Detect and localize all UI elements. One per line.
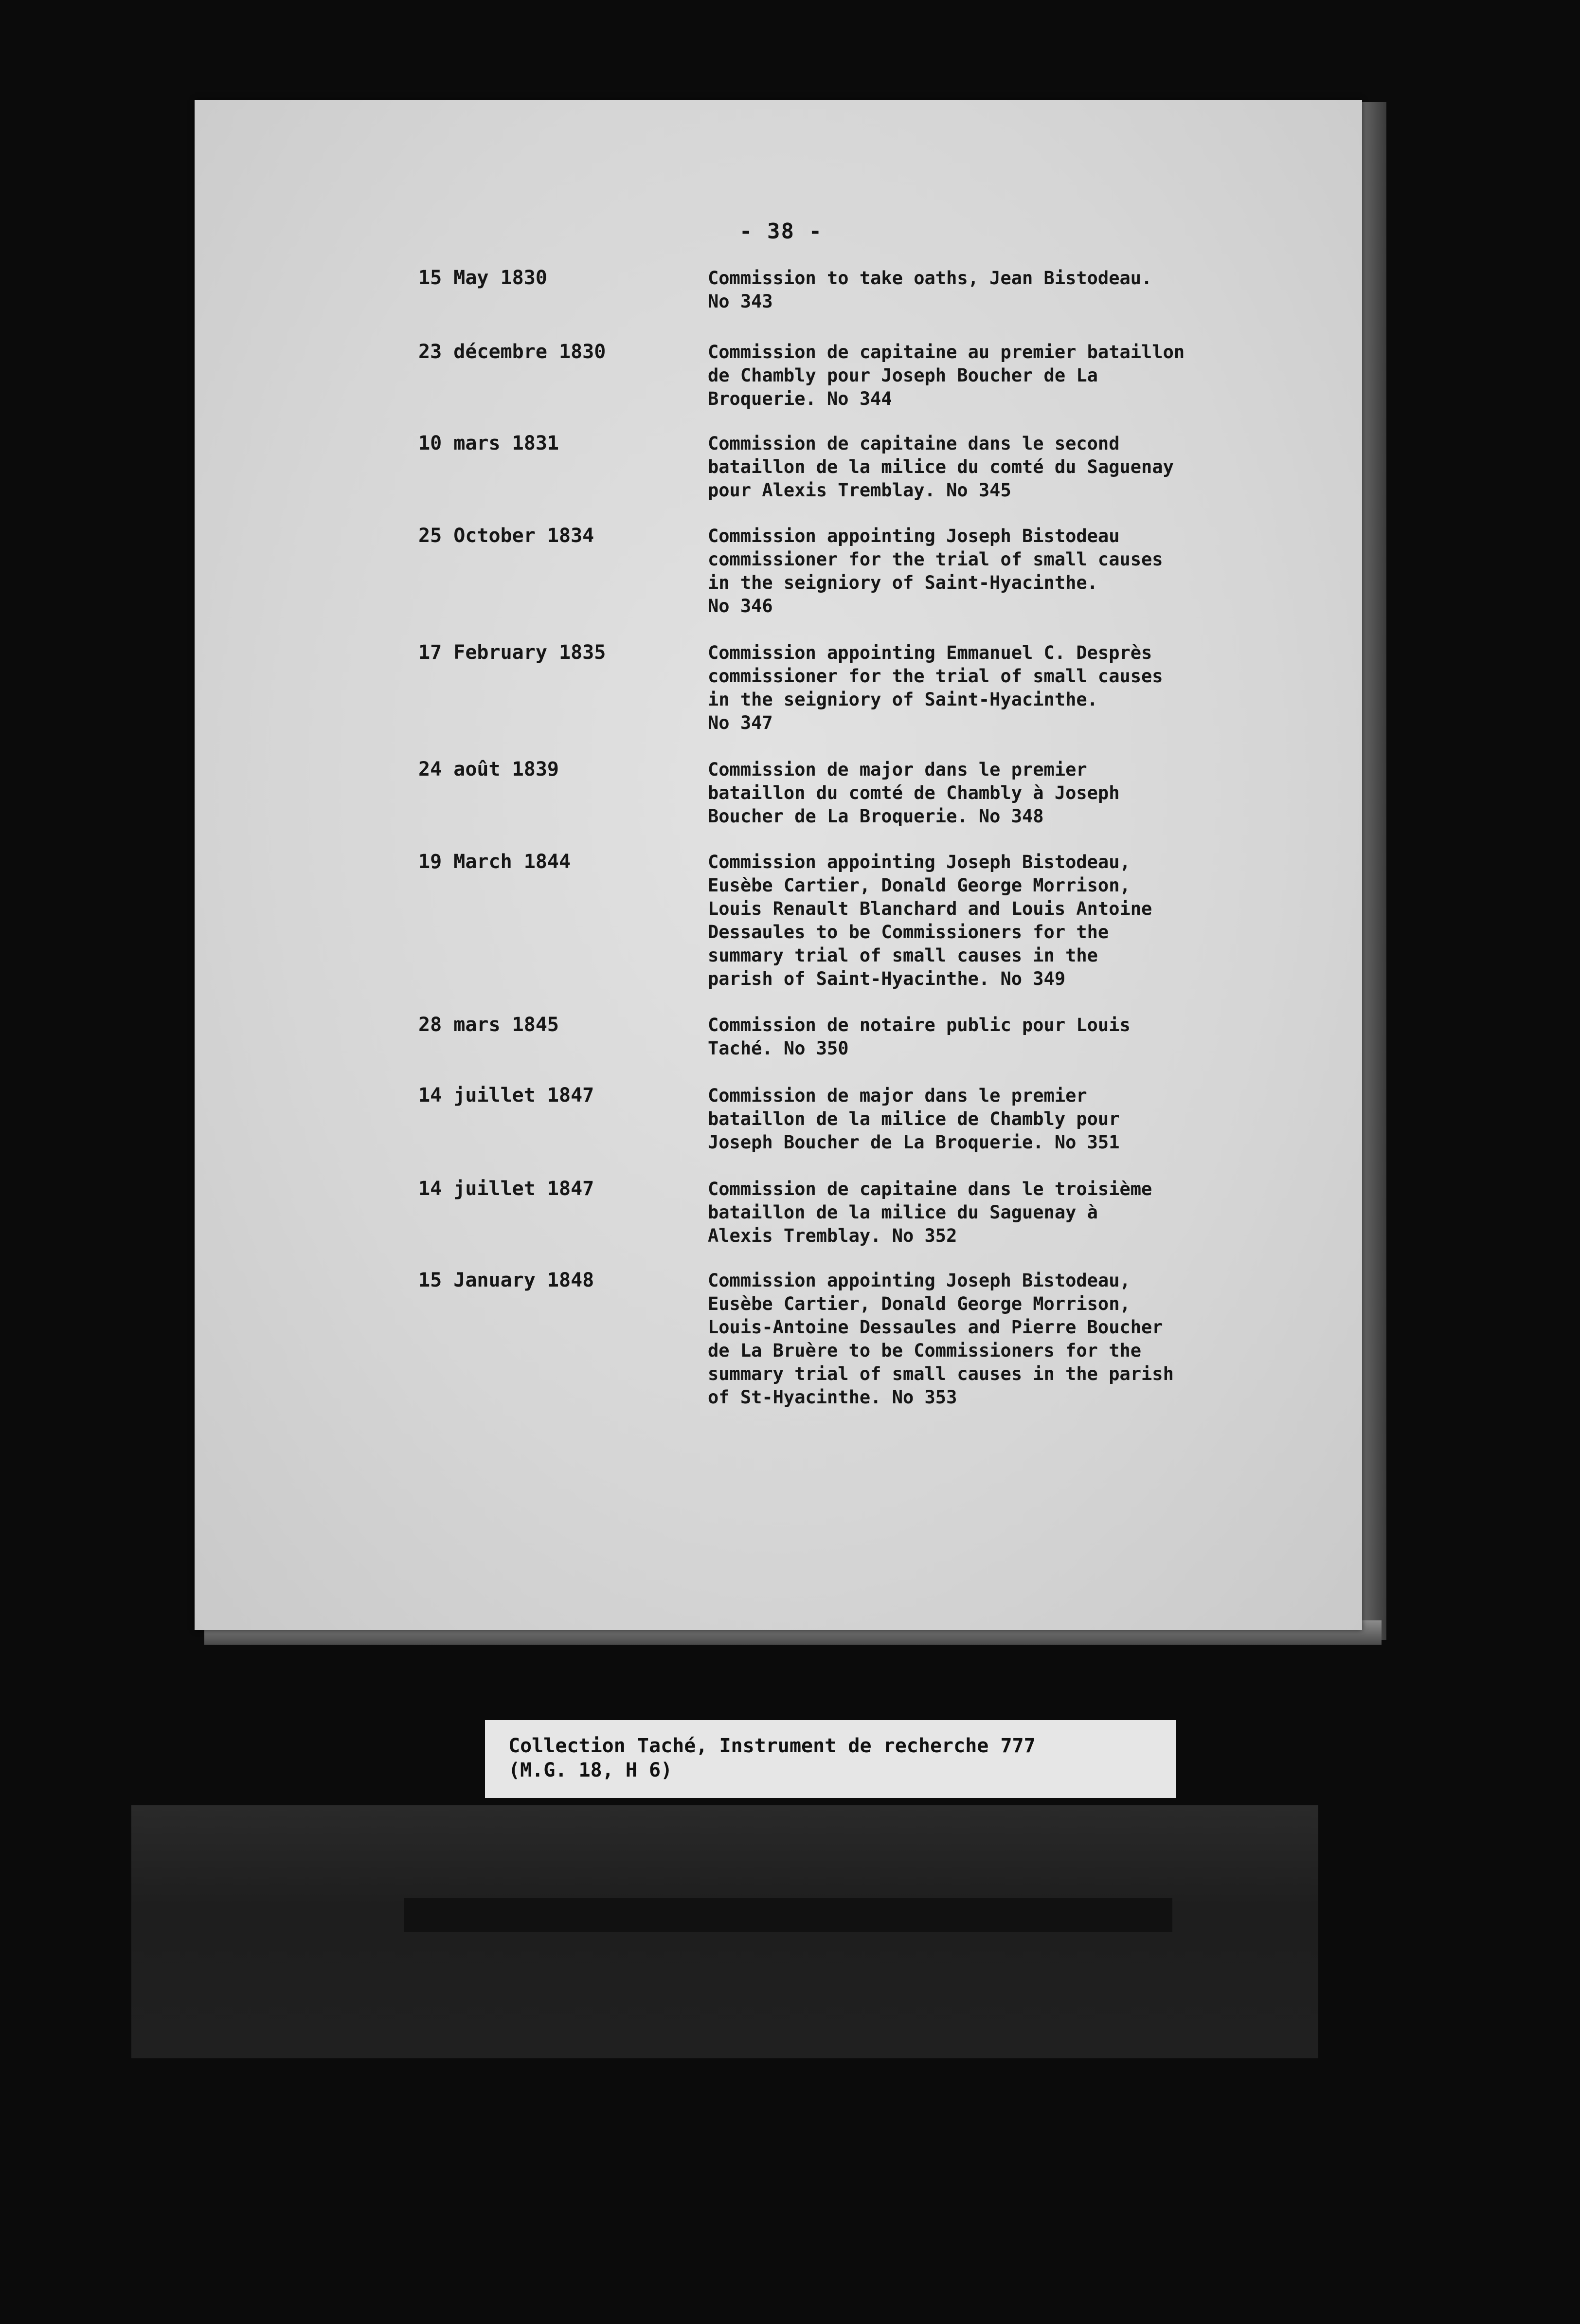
entry-date: 23 décembre 1830 xyxy=(418,341,606,363)
entry-date: 25 October 1834 xyxy=(418,525,594,547)
entry-date: 28 mars 1845 xyxy=(418,1014,559,1036)
entry-description: Commission de notaire public pour Louis Taché. No 350 xyxy=(708,1015,1131,1059)
collection-label-line2: (M.G. 18, H 6) xyxy=(508,1759,673,1781)
entry-description: Commission appointing Joseph Bistodeau, Eusèbe Cartier, Donald George Morrison, Louis Renault Blanchard and Louis Antoine Dessaules to be Commissioners for the summary trial of small causes in the parish of Saint-Hyacinthe. No 349 xyxy=(708,852,1152,989)
entry-description: Commission appointing Emmanuel C. Desprès commissioner for the trial of small causes in the seigniory of Saint-Hyacinthe. No 347 xyxy=(708,642,1163,733)
entry-date: 10 mars 1831 xyxy=(418,432,559,454)
entry-date: 15 May 1830 xyxy=(418,267,547,289)
lower-scan-area xyxy=(131,1805,1318,2058)
entry-date: 17 February 1835 xyxy=(418,641,606,664)
entry-description: Commission appointing Joseph Bistodeau, Eusèbe Cartier, Donald George Morrison, Louis-Antoine Dessaules and Pierre Boucher de La Bruère to be Commissioners for the summary trial of small causes in the parish of St-Hyacinthe. No 353 xyxy=(708,1270,1174,1408)
page-number: - 38 - xyxy=(739,219,823,244)
entry-date: 14 juillet 1847 xyxy=(418,1084,594,1107)
entry-description: Commission de capitaine dans le second bataillon de la milice du comté du Saguenay pour Alexis Tremblay. No 345 xyxy=(708,433,1174,501)
entry-date: 19 March 1844 xyxy=(418,851,571,873)
entry-description: Commission de major dans le premier bataillon du comté de Chambly à Joseph Boucher de La Broquerie. No 348 xyxy=(708,759,1120,827)
lower-scan-band xyxy=(404,1898,1172,1932)
entry-description: Commission de capitaine au premier bataillon de Chambly pour Joseph Boucher de La Broquerie. No 344 xyxy=(708,342,1185,409)
collection-label-text xyxy=(508,1734,1036,1782)
entry-date: 14 juillet 1847 xyxy=(418,1178,594,1200)
collection-label-line1: Collection Taché, Instrument de recherche 777 xyxy=(508,1735,1036,1757)
entry-description: Commission de capitaine dans le troisième bataillon de la milice du Saguenay à Alexis Tremblay. No 352 xyxy=(708,1179,1152,1246)
entry-date: 15 January 1848 xyxy=(418,1269,594,1291)
entry-description: Commission to take oaths, Jean Bistodeau. No 343 xyxy=(708,268,1152,312)
entry-description: Commission appointing Joseph Bistodeau commissioner for the trial of small causes in the seigniory of Saint-Hyacinthe. No 346 xyxy=(708,526,1163,617)
collection-label xyxy=(485,1720,1176,1798)
entry-description: Commission de major dans le premier bataillon de la milice de Chambly pour Joseph Boucher de La Broquerie. No 351 xyxy=(708,1085,1120,1153)
entry-date: 24 août 1839 xyxy=(418,758,559,781)
